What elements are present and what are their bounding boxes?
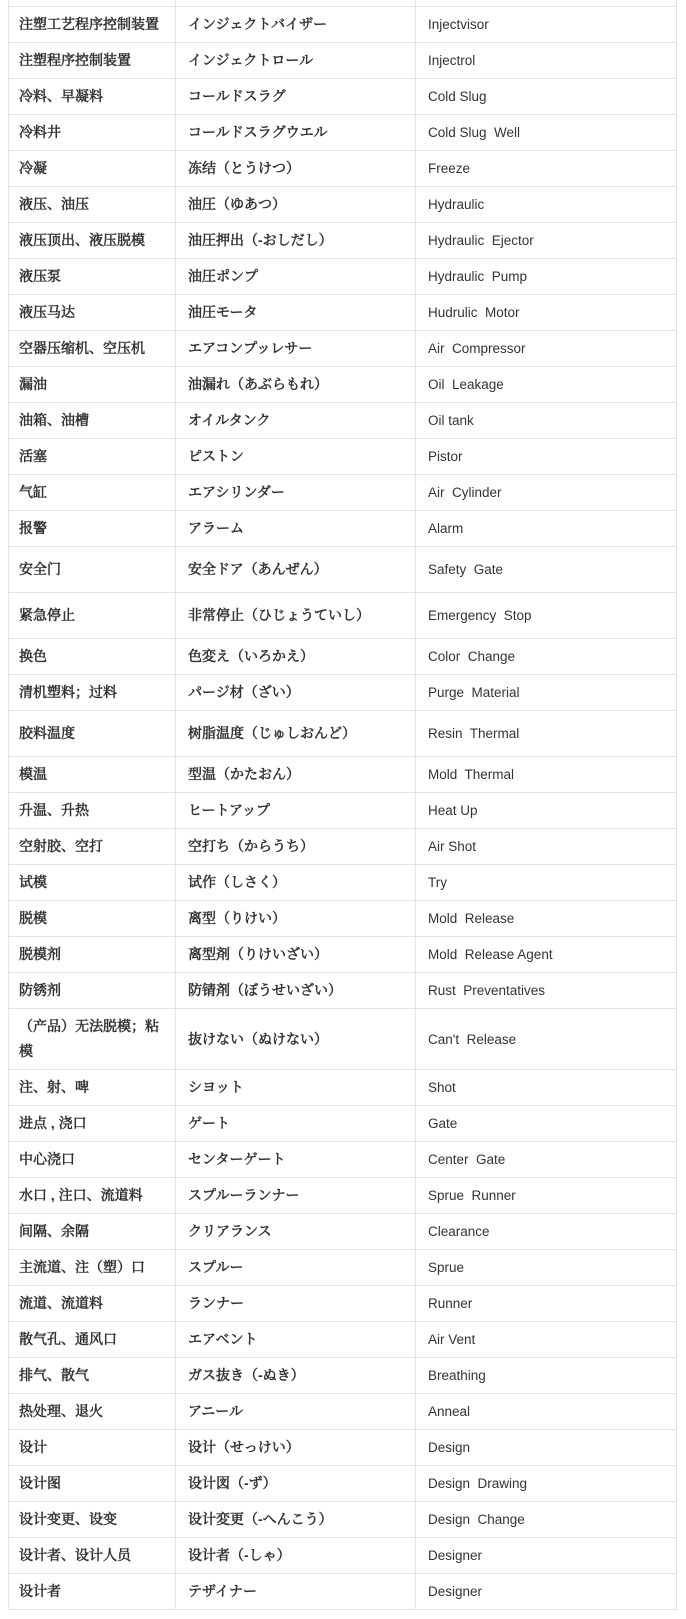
english-term: Air Shot [416, 829, 677, 865]
table-row [9, 865, 677, 901]
english-term: Anneal [416, 1394, 677, 1430]
chinese-term: 水口 , 注口、流道料 [9, 1178, 176, 1214]
chinese-term: 注塑工艺程序控制装置 [9, 7, 176, 43]
table-row [9, 151, 677, 187]
english-term: Pistor [416, 439, 677, 475]
english-term: Hydraulic Pump [416, 259, 677, 295]
english-term: Injectrol [416, 43, 677, 79]
chinese-term: 设计者、设计人员 [9, 1538, 176, 1574]
japanese-term: 冻结（とうけつ） [176, 151, 416, 187]
english-term: Designer [416, 1538, 677, 1574]
english-term: Air Vent [416, 1322, 677, 1358]
chinese-term: 漏油 [9, 367, 176, 403]
english-term: Can't Release [416, 1009, 677, 1070]
english-term: Safety Gate [416, 547, 677, 593]
chinese-term: 设计图 [9, 1466, 176, 1502]
english-term: Design Change [416, 1502, 677, 1538]
chinese-term: 冷料、早凝料 [9, 79, 176, 115]
chinese-term: 排气、散气 [9, 1358, 176, 1394]
japanese-term: 油圧押出（-おしだし） [176, 223, 416, 259]
chinese-term: 热处理、退火 [9, 1394, 176, 1430]
table-row [9, 187, 677, 223]
table-row [9, 1178, 677, 1214]
japanese-term: 油圧モータ [176, 295, 416, 331]
chinese-term: 设计 [9, 1430, 176, 1466]
glossary-table [8, 0, 677, 1610]
english-term: Hydraulic Ejector [416, 223, 677, 259]
japanese-term: コールドスラグウエル [176, 115, 416, 151]
english-term: Mold Release [416, 901, 677, 937]
chinese-term: 液压顶出、液压脱模 [9, 223, 176, 259]
table-row [9, 937, 677, 973]
english-term: Oil Leakage [416, 367, 677, 403]
japanese-term: 油漏れ（あぶらもれ） [176, 367, 416, 403]
table-row [9, 1009, 677, 1070]
chinese-term: 清机塑料；过料 [9, 675, 176, 711]
table-row [9, 1250, 677, 1286]
japanese-term: 安全ドア（あんぜん） [176, 547, 416, 593]
chinese-term: 设计变更、设变 [9, 1502, 176, 1538]
table-row [9, 675, 677, 711]
english-term: Mold Release Agent [416, 937, 677, 973]
english-term: Gate [416, 1106, 677, 1142]
japanese-term: ランナー [176, 1286, 416, 1322]
japanese-term: 空打ち（からうち） [176, 829, 416, 865]
chinese-term: 主流道、注（塑）口 [9, 1250, 176, 1286]
japanese-term: 设计図（-ず） [176, 1466, 416, 1502]
chinese-term: 换色 [9, 639, 176, 675]
japanese-term: 设计変更（-へんこう） [176, 1502, 416, 1538]
english-term: Mold Thermal [416, 757, 677, 793]
table-row [9, 829, 677, 865]
table-row [9, 1394, 677, 1430]
english-term: Sprue [416, 1250, 677, 1286]
chinese-term: 液压泵 [9, 259, 176, 295]
table-row [9, 475, 677, 511]
table-row [9, 1466, 677, 1502]
english-term: Cold Slug Well [416, 115, 677, 151]
japanese-term: テザイナー [176, 1574, 416, 1610]
japanese-term: ガス抜き（-ぬき） [176, 1358, 416, 1394]
japanese-term: ヒートアップ [176, 793, 416, 829]
chinese-term: 紧急停止 [9, 593, 176, 639]
english-term: Shot [416, 1070, 677, 1106]
table-row [9, 757, 677, 793]
table-row [9, 259, 677, 295]
japanese-term: 色変え（いろかえ） [176, 639, 416, 675]
table-row [9, 1358, 677, 1394]
english-term: Heat Up [416, 793, 677, 829]
japanese-term: 型温（かたおん） [176, 757, 416, 793]
table-row [9, 973, 677, 1009]
chinese-term: 脱模剂 [9, 937, 176, 973]
japanese-term: コールドスラグ [176, 79, 416, 115]
chinese-term: 试模 [9, 865, 176, 901]
table-row [9, 403, 677, 439]
english-term: Hydraulic [416, 187, 677, 223]
chinese-term: 安全门 [9, 547, 176, 593]
japanese-term: エアベント [176, 1322, 416, 1358]
japanese-term: 抜けない（ぬけない） [176, 1009, 416, 1070]
chinese-term: 空射胶、空打 [9, 829, 176, 865]
table-row [9, 593, 677, 639]
table-row [9, 43, 677, 79]
english-term: Cold Slug [416, 79, 677, 115]
english-term: Runner [416, 1286, 677, 1322]
chinese-term: 模温 [9, 757, 176, 793]
japanese-term: スプルーランナー [176, 1178, 416, 1214]
table-row [9, 115, 677, 151]
table-row [9, 511, 677, 547]
japanese-term: 非常停止（ひじょうていし） [176, 593, 416, 639]
english-term: Injectvisor [416, 7, 677, 43]
chinese-term: 冷凝 [9, 151, 176, 187]
japanese-term: オイルタンク [176, 403, 416, 439]
english-term: Rust Preventatives [416, 973, 677, 1009]
japanese-term: 离型（りけい） [176, 901, 416, 937]
japanese-term: シヨット [176, 1070, 416, 1106]
chinese-term: 油箱、油槽 [9, 403, 176, 439]
table-row [9, 295, 677, 331]
english-term: Center Gate [416, 1142, 677, 1178]
table-body [9, 0, 677, 1610]
chinese-term: 活塞 [9, 439, 176, 475]
japanese-term: エアシリンダー [176, 475, 416, 511]
japanese-term: 试作（しさく） [176, 865, 416, 901]
english-term: Design Drawing [416, 1466, 677, 1502]
table-row [9, 1142, 677, 1178]
table-row [9, 1574, 677, 1610]
chinese-term: 液压、油压 [9, 187, 176, 223]
chinese-term: 散气孔、通风口 [9, 1322, 176, 1358]
japanese-term: センターゲート [176, 1142, 416, 1178]
english-term: Clearance [416, 1214, 677, 1250]
japanese-term: 防锖剤（ぼうせいざい） [176, 973, 416, 1009]
chinese-term: 报警 [9, 511, 176, 547]
table-row [9, 331, 677, 367]
japanese-term: 设计者（-しゃ） [176, 1538, 416, 1574]
table-row [9, 793, 677, 829]
english-term: Air Cylinder [416, 475, 677, 511]
table-row [9, 1286, 677, 1322]
table-row [9, 547, 677, 593]
table-row [9, 639, 677, 675]
table-row [9, 1538, 677, 1574]
japanese-term: 油圧（ゆあつ） [176, 187, 416, 223]
english-term: Design [416, 1430, 677, 1466]
japanese-term: 油圧ポンプ [176, 259, 416, 295]
table-row [9, 439, 677, 475]
chinese-term: 升温、升热 [9, 793, 176, 829]
table-row [9, 1106, 677, 1142]
chinese-term: 空器压缩机、空压机 [9, 331, 176, 367]
table-row [9, 367, 677, 403]
japanese-term: クリアランス [176, 1214, 416, 1250]
chinese-term: 胶料温度 [9, 711, 176, 757]
english-term: Breathing [416, 1358, 677, 1394]
japanese-term: 离型剤（りけいざい） [176, 937, 416, 973]
japanese-term: 树脂温度（じゅしおんど） [176, 711, 416, 757]
chinese-term: 流道、流道料 [9, 1286, 176, 1322]
japanese-term: パージ材（ざい） [176, 675, 416, 711]
chinese-term: 注、射、啤 [9, 1070, 176, 1106]
english-term: Oil tank [416, 403, 677, 439]
table-row [9, 901, 677, 937]
english-term: Emergency Stop [416, 593, 677, 639]
chinese-term: 防锈剂 [9, 973, 176, 1009]
english-term: Alarm [416, 511, 677, 547]
japanese-term: スプルー [176, 1250, 416, 1286]
japanese-term: ゲート [176, 1106, 416, 1142]
japanese-term: インジェクトロール [176, 43, 416, 79]
chinese-term: （产品）无法脱模；粘模 [9, 1009, 176, 1070]
chinese-term: 注塑程序控制装置 [9, 43, 176, 79]
english-term: Air Compressor [416, 331, 677, 367]
english-term: Purge Material [416, 675, 677, 711]
chinese-term: 冷料井 [9, 115, 176, 151]
english-term: Hudrulic Motor [416, 295, 677, 331]
table-row [9, 1214, 677, 1250]
japanese-term: 设计（せっけい） [176, 1430, 416, 1466]
table-row [9, 1070, 677, 1106]
chinese-term: 设计者 [9, 1574, 176, 1610]
chinese-term: 脱模 [9, 901, 176, 937]
english-term: Resin Thermal [416, 711, 677, 757]
english-term: Designer [416, 1574, 677, 1610]
table-row [9, 7, 677, 43]
table-row [9, 711, 677, 757]
japanese-term: アラーム [176, 511, 416, 547]
japanese-term: ピストン [176, 439, 416, 475]
english-term: Sprue Runner [416, 1178, 677, 1214]
english-term: Try [416, 865, 677, 901]
chinese-term: 气缸 [9, 475, 176, 511]
chinese-term: 间隔、余隔 [9, 1214, 176, 1250]
chinese-term: 进点 , 浇口 [9, 1106, 176, 1142]
table-row [9, 1502, 677, 1538]
english-term: Freeze [416, 151, 677, 187]
chinese-term: 中心浇口 [9, 1142, 176, 1178]
japanese-term: アニール [176, 1394, 416, 1430]
japanese-term: エアコンプッレサー [176, 331, 416, 367]
english-term: Color Change [416, 639, 677, 675]
table-row [9, 79, 677, 115]
japanese-term: インジェクトバイザー [176, 7, 416, 43]
table-row [9, 223, 677, 259]
table-row [9, 1322, 677, 1358]
chinese-term: 液压马达 [9, 295, 176, 331]
table-row [9, 1430, 677, 1466]
